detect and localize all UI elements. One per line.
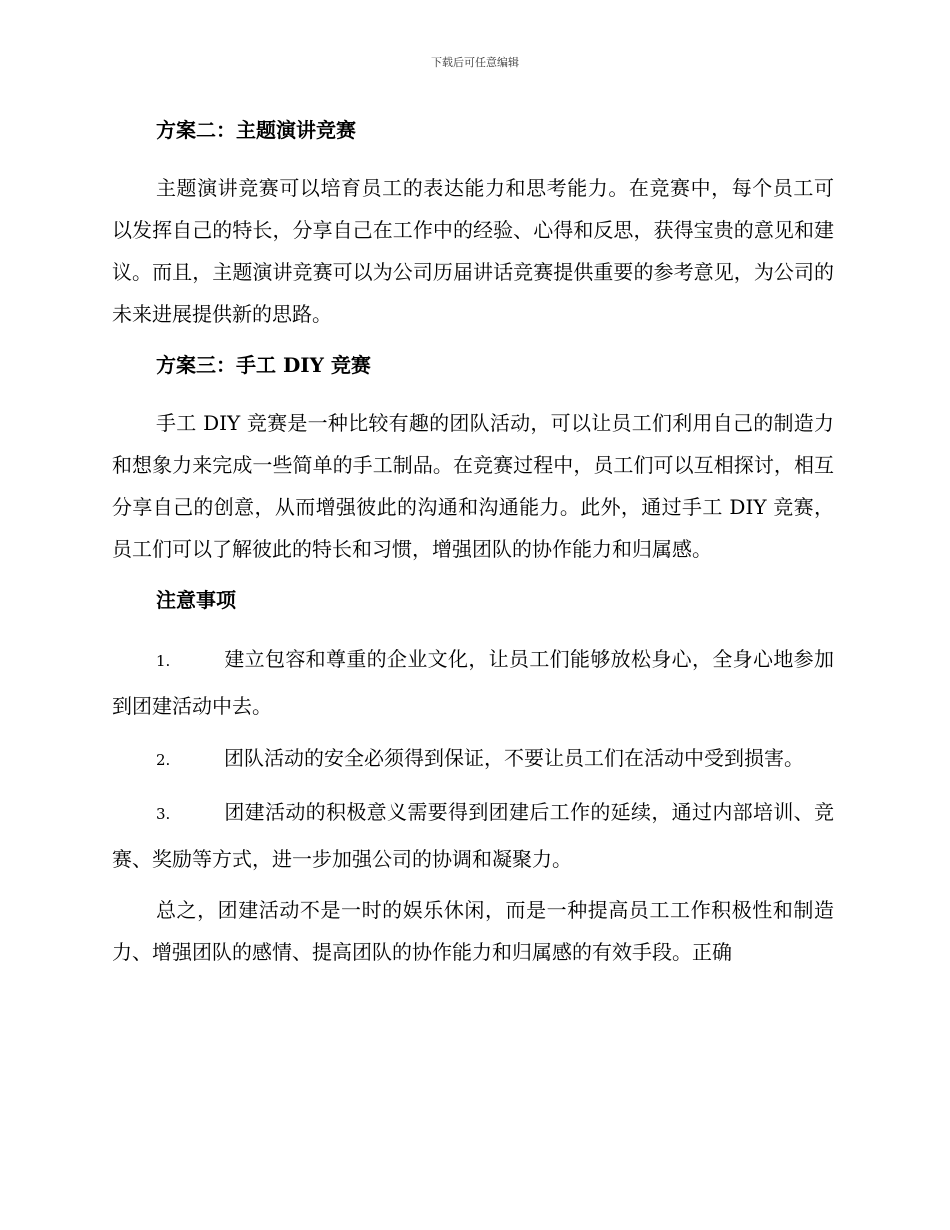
document-body bbox=[112, 110, 834, 983]
page-header: 下载后可任意编辑 bbox=[431, 56, 519, 69]
section-heading-plan-2: 方案二：主题演讲竞赛 bbox=[156, 118, 356, 142]
note-item-text: 团建活动的积极意义需要得到团建后工作的延续，通过内部培训、竞赛、奖励等方式，进一步加强公司的协调和凝聚力。 bbox=[112, 800, 834, 871]
section-paragraph-plan-2: 主题演讲竞赛可以培育员工的表达能力和思考能力。在竞赛中，每个员工可以发挥自己的特长，分享自己在工作中的经验、心得和反思，获得宝贵的意见和建议。而且，主题演讲竞赛可以为公司历届讲话竞赛提供重要的参考意见，为公司的未来进展提供新的思路。 bbox=[112, 176, 834, 326]
section-paragraph-plan-3: 手工 DIY 竞赛是一种比较有趣的团队活动，可以让员工们利用自己的制造力和想象力来完成一些简单的手工制品。在竞赛过程中，员工们可以互相探讨，相互分享自己的创意，从而增强彼此的沟通和沟通能力。此外，通过手工 DIY 竞赛，员工们可以了解彼此的特长和习惯，增强团队的协作能力和归属感。 bbox=[112, 411, 834, 561]
note-item-number: 2. bbox=[156, 751, 171, 769]
notes-heading: 注意事项 bbox=[156, 588, 236, 612]
note-item-text: 团队活动的安全必须得到保证，不要让员工们在活动中受到损害。 bbox=[224, 746, 804, 770]
note-item bbox=[112, 637, 834, 729]
note-item-text: 建立包容和尊重的企业文化，让员工们能够放松身心，全身心地参加到团建活动中去。 bbox=[112, 647, 834, 718]
note-item-number: 3. bbox=[156, 805, 171, 823]
section-heading-plan-3: 方案三：手工 DIY 竞赛 bbox=[156, 353, 371, 377]
note-item-number: 1. bbox=[156, 652, 171, 670]
note-item bbox=[112, 736, 834, 783]
conclusion-paragraph: 总之，团建活动不是一时的娱乐休闲，而是一种提高员工工作积极性和制造力、增强团队的感情、提高团队的协作能力和归属感的有效手段。正确 bbox=[112, 898, 834, 964]
note-item bbox=[112, 790, 834, 882]
